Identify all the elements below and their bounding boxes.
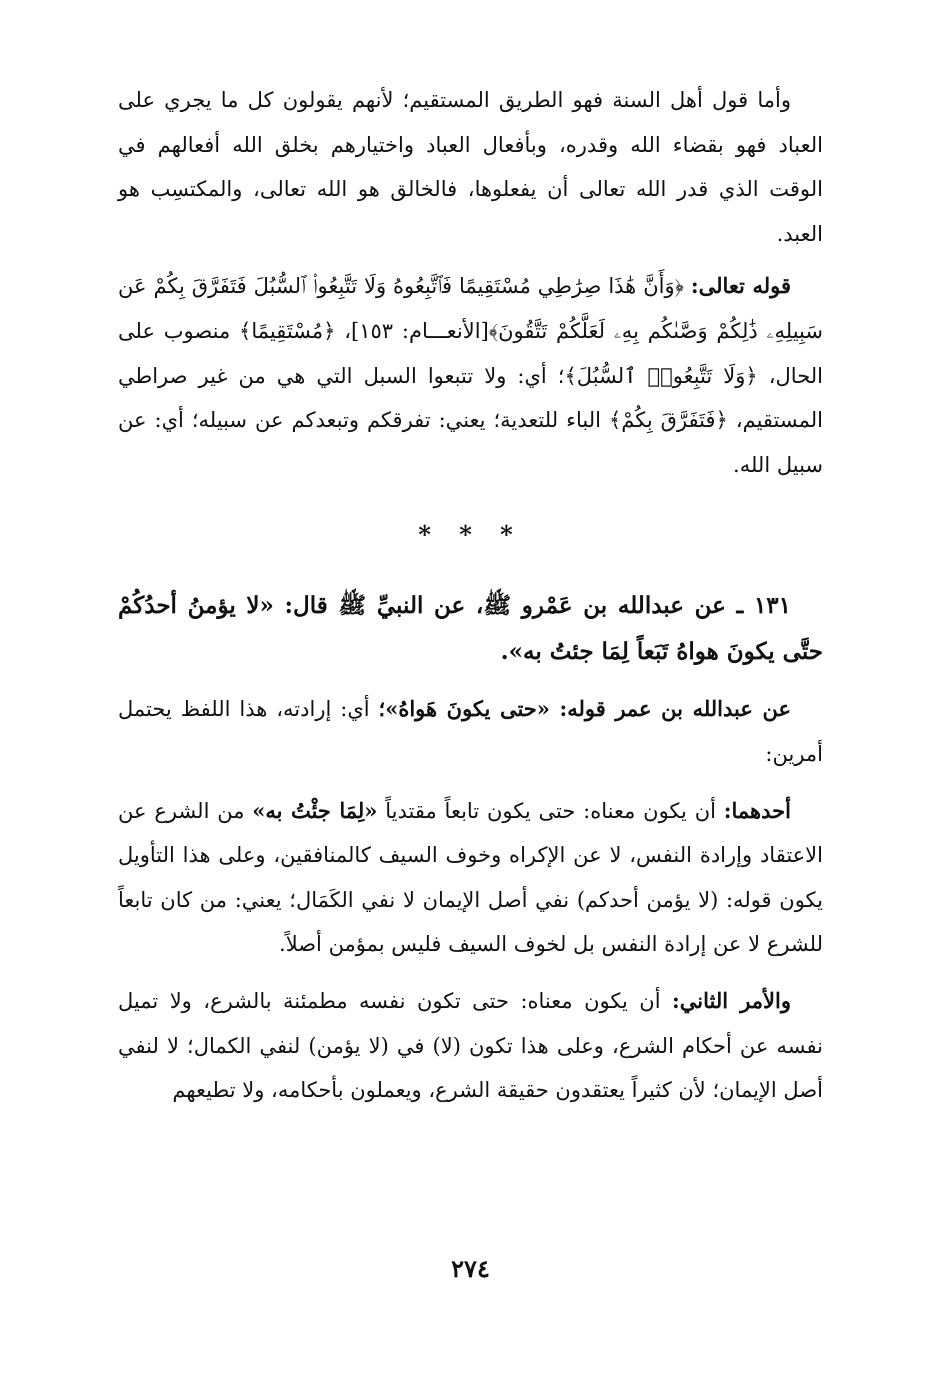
- paragraph-intro: [118, 687, 823, 776]
- hadith-block: [118, 583, 823, 675]
- paragraph-verse: [118, 264, 823, 487]
- second-meaning-body: أن يكون معناه: حتى تكون نفسه مطمئنة بالشرع، ولا تميل نفسه عن أحكام الشرع، وعلى هذا تكون (لا) في (لا يؤمن) لنفي الكمال؛ لا لنفي أصل الإيمان؛ لأن كثيراً يعتقدون حقيقة الشرع، ويعملون بأحكامه، ولا تطيعهم: [118, 988, 823, 1103]
- intro-lead: عن عبدالله بن عمر قوله: «حتى يكونَ هَواهُ»؛: [378, 696, 791, 722]
- first-meaning-lead: أحدهما:: [723, 797, 791, 823]
- section-explanation: [118, 687, 823, 1112]
- section-separator: * * *: [418, 520, 523, 550]
- intro-body: أي: إرادته، هذا اللفظ يحتمل أمرين:: [118, 697, 823, 766]
- first-meaning-mid: أن يكون معناه: حتى يكون تابعاً مقتدياً: [377, 798, 724, 823]
- first-meaning-body: من الشرع عن الاعتقاد وإرادة النفس، لا عن الإكراه وخوف السيف كالمنافقين، وعلى هذا التأويل يكون قوله: (لا يؤمن أحدكم) نفي أصل الإيمان لا نفي الكَمَال؛ يعني: من كان تابعاً للشرع لا عن إرادة النفس بل لخوف السيف فليس بمؤمن أصلاً.: [118, 798, 823, 957]
- section-commentary: [118, 78, 823, 487]
- first-meaning-quote: «لِمَا جئْتُ به»: [252, 797, 378, 823]
- page-number: ٢٧٤: [451, 1254, 490, 1283]
- hadith-text: ١٣١ ـ عن عبدالله بن عَمْرو ﷺ، عن النبيِّ ﷺ قال: «لا يؤمنُ أحدُكُمْ حتَّى يكونَ هواهُ تَبَعاً لِمَا جئتُ به».: [118, 592, 823, 666]
- second-meaning-lead: والأمر الثاني:: [672, 987, 791, 1013]
- paragraph-sunnah: وأما قول أهل السنة فهو الطريق المستقيم؛ لأنهم يقولون كل ما يجري على العباد فهو بقضاء الله وقدره، وبأفعال العباد واختيارهم بخلق الله أفعالهم في الوقت الذي قدر الله تعالى أن يفعلوها، فالخالق هو الله تعالى، والمكتسِب هو العبد.: [118, 88, 823, 246]
- verse-body: ﴿وَأَنَّ هَٰذَا صِرَٰطِي مُسْتَقِيمًا فَٱتَّبِعُوهُ وَلَا تَتَّبِعُوا۟ ٱلسُّبُلَ فَتَفَرَّقَ بِكُمْ عَن سَبِيلِهِۦ ذَٰلِكُمْ وَصَّىٰكُم بِهِۦ لَعَلَّكُمْ تَتَّقُونَ﴾[الأنعـــام: ١٥٣]، ﴿مُسْتَقِيمًا﴾ منصوب على الحال، ﴿وَلَا تَتَّبِعُوا۟ ٱلسُّبُلَ﴾؛ أي: ولا تتبعوا السبل التي هي من غير صراطي المستقيم، ﴿فَتَفَرَّقَ بِكُمْ﴾ الباء للتعدية؛ يعني: تفرقكم وتبعدكم عن سبيله؛ أي: عن سبيل الله.: [118, 274, 823, 477]
- verse-lead: قوله تعالى:: [690, 273, 791, 299]
- paragraph-first-meaning: [118, 789, 823, 967]
- paragraph-second-meaning: [118, 979, 823, 1113]
- page-body: [118, 78, 823, 1113]
